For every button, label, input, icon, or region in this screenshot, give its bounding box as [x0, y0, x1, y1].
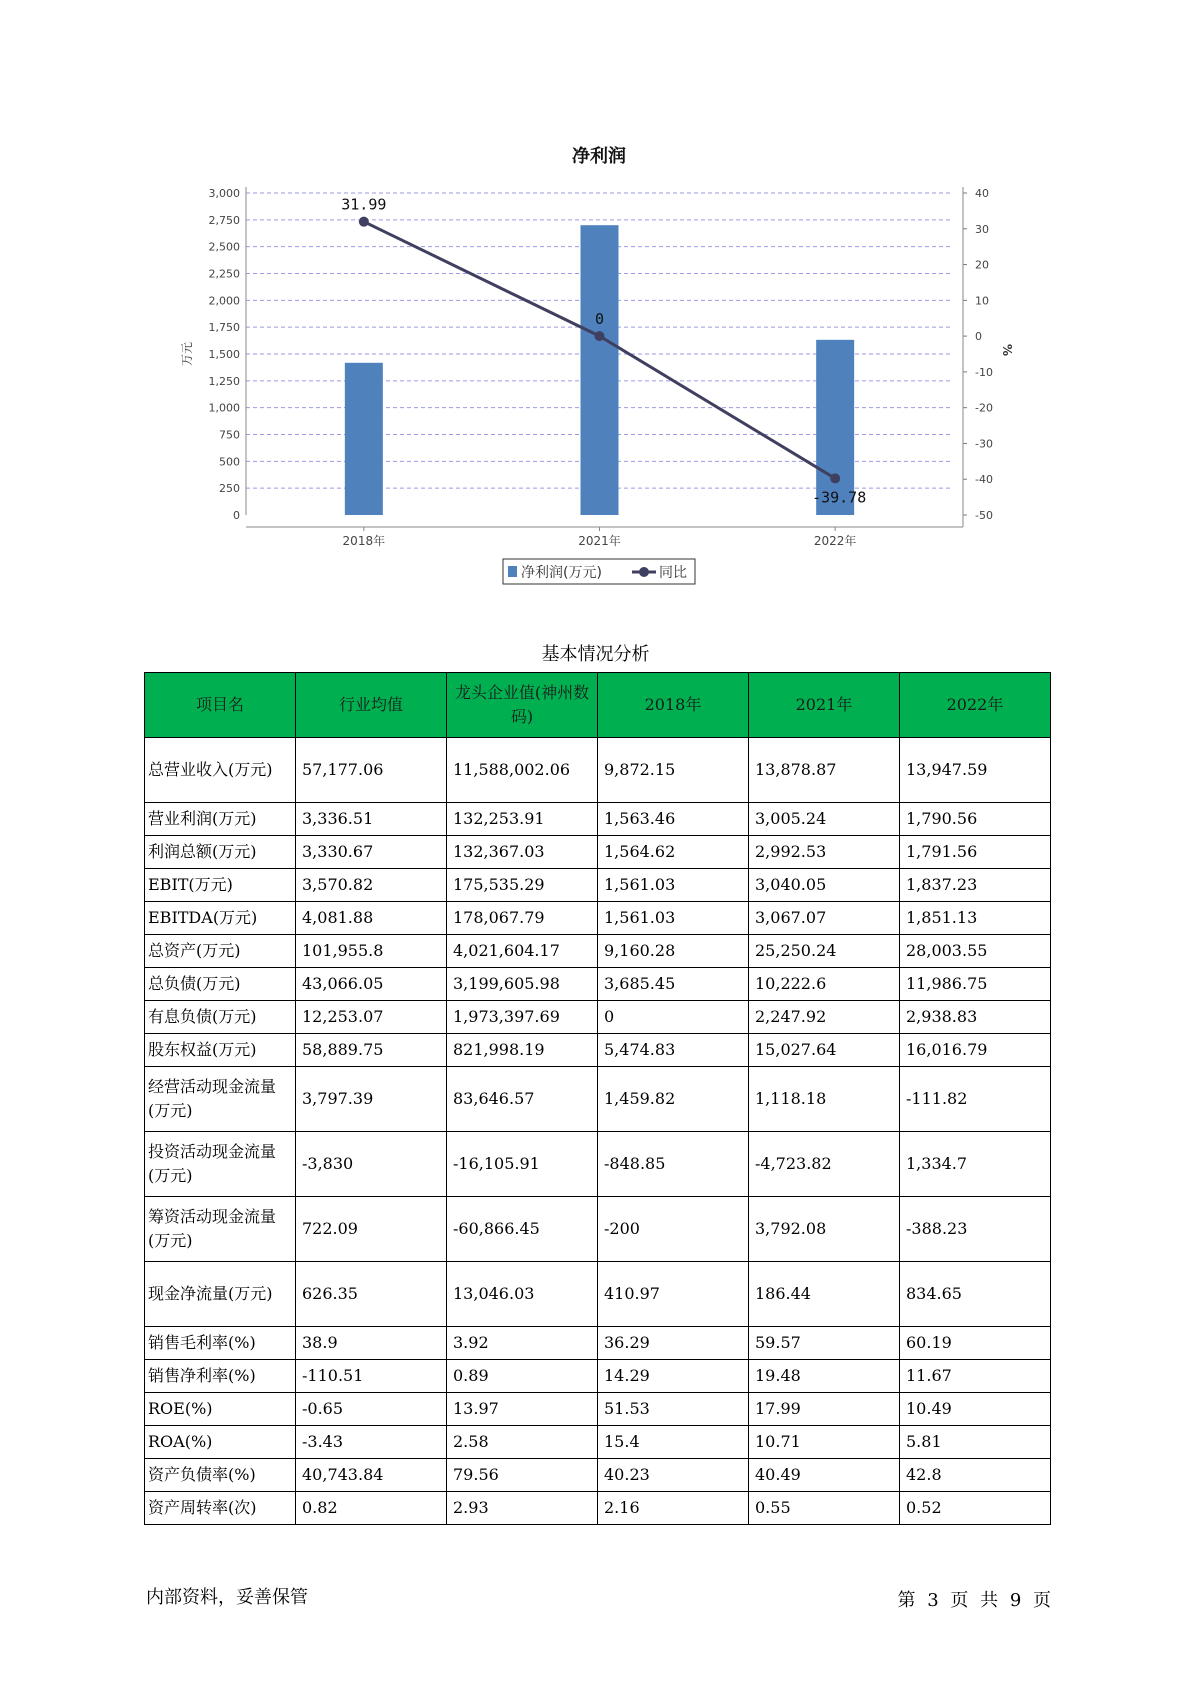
table-cell: 3,685.45	[598, 968, 749, 1001]
row-label-cell: EBIT(万元)	[145, 869, 296, 902]
table-cell: 36.29	[598, 1327, 749, 1360]
row-label-cell: 销售净利率(%)	[145, 1360, 296, 1393]
table-cell: 14.29	[598, 1360, 749, 1393]
table-cell: -110.51	[296, 1360, 447, 1393]
row-label-cell: ROA(%)	[145, 1426, 296, 1459]
yoy-point	[830, 473, 840, 483]
y-tick-label: 250	[219, 482, 240, 496]
table-cell: 1,561.03	[598, 902, 749, 935]
table-cell: 175,535.29	[447, 869, 598, 902]
table-cell: 722.09	[296, 1197, 447, 1262]
row-label-cell: 营业利润(万元)	[145, 803, 296, 836]
table-cell: -388.23	[900, 1197, 1051, 1262]
table-cell: 821,998.19	[447, 1034, 598, 1067]
row-label-cell: EBITDA(万元)	[145, 902, 296, 935]
row-label-cell: 总资产(万元)	[145, 935, 296, 968]
header-item-name: 项目名	[145, 673, 296, 738]
table-cell: 2.16	[598, 1492, 749, 1525]
table-cell: 10.49	[900, 1393, 1051, 1426]
table-row	[145, 738, 1051, 803]
x-tick-label: 2022年	[813, 534, 857, 548]
table-cell: 1,790.56	[900, 803, 1051, 836]
table-row	[145, 1327, 1051, 1360]
table-cell: 3,330.67	[296, 836, 447, 869]
table-row	[145, 1132, 1051, 1197]
table-cell: 132,253.91	[447, 803, 598, 836]
table-cell: 57,177.06	[296, 738, 447, 803]
table-cell: 2,992.53	[749, 836, 900, 869]
table-cell: 3,067.07	[749, 902, 900, 935]
table-cell: 13,046.03	[447, 1262, 598, 1327]
row-label-cell: 股东权益(万元)	[145, 1034, 296, 1067]
table-cell: -16,105.91	[447, 1132, 598, 1197]
yoy-point	[359, 217, 369, 227]
table-cell: 5,474.83	[598, 1034, 749, 1067]
table-cell: 0.82	[296, 1492, 447, 1525]
table-cell: 3,570.82	[296, 869, 447, 902]
table-cell: 3,797.39	[296, 1067, 447, 1132]
legend-line-marker	[639, 567, 649, 577]
table-cell: 3,792.08	[749, 1197, 900, 1262]
row-label-cell: ROE(%)	[145, 1393, 296, 1426]
y2-tick-label: -40	[975, 473, 993, 487]
header-2018: 2018年	[598, 673, 749, 738]
table-cell: 42.8	[900, 1459, 1051, 1492]
table-header-row	[145, 673, 1051, 738]
table-cell: 19.48	[749, 1360, 900, 1393]
table-cell: 10,222.6	[749, 968, 900, 1001]
table-cell: 9,872.15	[598, 738, 749, 803]
table-row	[145, 1001, 1051, 1034]
table-cell: 1,973,397.69	[447, 1001, 598, 1034]
table-cell: 28,003.55	[900, 935, 1051, 968]
y-tick-label: 1,000	[208, 401, 240, 415]
table-row	[145, 1459, 1051, 1492]
table-cell: 1,564.62	[598, 836, 749, 869]
table-cell: -200	[598, 1197, 749, 1262]
table-cell: 40.23	[598, 1459, 749, 1492]
table-cell: 626.35	[296, 1262, 447, 1327]
table-cell: 5.81	[900, 1426, 1051, 1459]
table-cell: 3,199,605.98	[447, 968, 598, 1001]
table-row	[145, 1262, 1051, 1327]
table-cell: 12,253.07	[296, 1001, 447, 1034]
table-cell: 2,247.92	[749, 1001, 900, 1034]
table-cell: 0	[598, 1001, 749, 1034]
x-tick-label: 2021年	[578, 534, 621, 548]
legend-bar-label: 净利润(万元)	[521, 565, 602, 581]
header-2022: 2022年	[900, 673, 1051, 738]
table-cell: 40.49	[749, 1459, 900, 1492]
y-tick-label: 0	[233, 509, 240, 522]
table-cell: -111.82	[900, 1067, 1051, 1132]
row-label-cell: 筹资活动现金流量(万元)	[145, 1197, 296, 1262]
table-cell: 43,066.05	[296, 968, 447, 1001]
table-row	[145, 935, 1051, 968]
y-tick-label: 2,250	[208, 267, 240, 281]
table-cell: 2.93	[447, 1492, 598, 1525]
table-row	[145, 1197, 1051, 1262]
table-cell: -0.65	[296, 1393, 447, 1426]
table-cell: 11.67	[900, 1360, 1051, 1393]
table-row	[145, 1360, 1051, 1393]
table-cell: -848.85	[598, 1132, 749, 1197]
yoy-data-label: -39.78	[812, 488, 867, 507]
y2-tick-label: -30	[975, 437, 993, 451]
table-row	[145, 902, 1051, 935]
table-cell: 10.71	[749, 1426, 900, 1459]
table-cell: 2,938.83	[900, 1001, 1051, 1034]
table-cell: 13,878.87	[749, 738, 900, 803]
table-cell: 83,646.57	[447, 1067, 598, 1132]
y-tick-label: 2,500	[208, 240, 240, 254]
table-cell: 1,791.56	[900, 836, 1051, 869]
header-leader-value: 龙头企业值(神州数码)	[447, 673, 598, 738]
table-cell: 1,851.13	[900, 902, 1051, 935]
table-cell: 3,005.24	[749, 803, 900, 836]
table-cell: 51.53	[598, 1393, 749, 1426]
table-cell: 38.9	[296, 1327, 447, 1360]
header-industry-avg: 行业均值	[296, 673, 447, 738]
y-tick-label: 1,250	[208, 374, 240, 388]
row-label-cell: 资产周转率(次)	[145, 1492, 296, 1525]
footer-confidential: 内部资料，妥善保管	[146, 1587, 308, 1608]
header-2021: 2021年	[749, 673, 900, 738]
table-cell: 178,067.79	[447, 902, 598, 935]
x-tick-label: 2018年	[342, 534, 386, 548]
table-cell: 59.57	[749, 1327, 900, 1360]
table-body	[145, 738, 1051, 1525]
table-cell: 17.99	[749, 1393, 900, 1426]
row-label-cell: 经营活动现金流量(万元)	[145, 1067, 296, 1132]
y-tick-label: 750	[219, 428, 240, 442]
y2-tick-label: 20	[975, 258, 989, 272]
yoy-data-label: 31.99	[341, 195, 387, 214]
bar-2018年	[345, 363, 383, 515]
footer-page-number: 第 3 页 共 9 页	[897, 1590, 1051, 1611]
table-cell: 1,459.82	[598, 1067, 749, 1132]
row-label-cell: 利润总额(万元)	[145, 836, 296, 869]
bar-2021年	[581, 225, 619, 515]
table-cell: 13,947.59	[900, 738, 1051, 803]
y-axis-title: 万元	[180, 341, 194, 367]
y-tick-label: 1,500	[208, 348, 240, 361]
y-tick-label: 1,750	[208, 321, 240, 335]
table-caption: 基本情况分析	[541, 644, 650, 665]
table-row	[145, 1067, 1051, 1132]
row-label-cell: 现金净流量(万元)	[145, 1262, 296, 1327]
table-cell: 13.97	[447, 1393, 598, 1426]
legend-line-label: 同比	[659, 565, 687, 581]
table-cell: 9,160.28	[598, 935, 749, 968]
table-cell: 3,336.51	[296, 803, 447, 836]
y2-tick-label: 30	[975, 222, 989, 236]
basic-analysis-table	[144, 672, 1051, 1525]
y2-tick-label: -20	[975, 401, 993, 415]
table-cell: 1,334.7	[900, 1132, 1051, 1197]
table-cell: 11,986.75	[900, 968, 1051, 1001]
yoy-point	[595, 331, 605, 341]
row-label-cell: 总负债(万元)	[145, 968, 296, 1001]
table-cell: 1,118.18	[749, 1067, 900, 1132]
y2-tick-label: 0	[975, 330, 982, 344]
row-label-cell: 资产负债率(%)	[145, 1459, 296, 1492]
y-tick-label: 3,000	[208, 187, 240, 200]
yoy-data-label: 0	[594, 310, 605, 329]
table-cell: 410.97	[598, 1262, 749, 1327]
table-cell: 15,027.64	[749, 1034, 900, 1067]
y-tick-label: 500	[219, 455, 240, 469]
table-cell: 0.55	[749, 1492, 900, 1525]
table-cell: -4,723.82	[749, 1132, 900, 1197]
table-cell: 4,081.88	[296, 902, 447, 935]
table-cell: 101,955.8	[296, 935, 447, 968]
chart-svg	[0, 0, 1191, 600]
table-cell: -3.43	[296, 1426, 447, 1459]
chart-title: 净利润	[572, 146, 626, 167]
table-cell: 40,743.84	[296, 1459, 447, 1492]
table-row	[145, 869, 1051, 902]
y2-tick-label: 40	[975, 187, 989, 200]
table-row	[145, 1426, 1051, 1459]
table-cell: 1,837.23	[900, 869, 1051, 902]
table-cell: 1,561.03	[598, 869, 749, 902]
table-cell: 58,889.75	[296, 1034, 447, 1067]
table-cell: 4,021,604.17	[447, 935, 598, 968]
table-cell: 11,588,002.06	[447, 738, 598, 803]
table-cell: 186.44	[749, 1262, 900, 1327]
table-row	[145, 836, 1051, 869]
y-tick-label: 2,750	[208, 213, 240, 227]
table-row	[145, 1393, 1051, 1426]
table-cell: 3.92	[447, 1327, 598, 1360]
table-cell: 25,250.24	[749, 935, 900, 968]
row-label-cell: 销售毛利率(%)	[145, 1327, 296, 1360]
table-cell: -3,830	[296, 1132, 447, 1197]
y2-tick-label: 10	[975, 294, 989, 308]
table-cell: 60.19	[900, 1327, 1051, 1360]
row-label-cell: 总营业收入(万元)	[145, 738, 296, 803]
table-cell: 2.58	[447, 1426, 598, 1459]
table-cell: 0.89	[447, 1360, 598, 1393]
row-label-cell: 有息负债(万元)	[145, 1001, 296, 1034]
y2-axis-title: %	[1000, 343, 1014, 357]
table-cell: 3,040.05	[749, 869, 900, 902]
legend-bar-swatch	[508, 566, 517, 577]
table-row	[145, 968, 1051, 1001]
table-cell: 79.56	[447, 1459, 598, 1492]
y-tick-label: 2,000	[208, 294, 240, 308]
table-cell: 834.65	[900, 1262, 1051, 1327]
net-profit-chart	[0, 0, 1191, 600]
table-cell: 16,016.79	[900, 1034, 1051, 1067]
table-row	[145, 803, 1051, 836]
table-cell: 15.4	[598, 1426, 749, 1459]
table-cell: 1,563.46	[598, 803, 749, 836]
y2-tick-label: -10	[975, 365, 993, 379]
row-label-cell: 投资活动现金流量(万元)	[145, 1132, 296, 1197]
table-row	[145, 1492, 1051, 1525]
y2-tick-label: -50	[975, 509, 993, 522]
table-cell: 132,367.03	[447, 836, 598, 869]
table-row	[145, 1034, 1051, 1067]
table-cell: 0.52	[900, 1492, 1051, 1525]
table-cell: -60,866.45	[447, 1197, 598, 1262]
